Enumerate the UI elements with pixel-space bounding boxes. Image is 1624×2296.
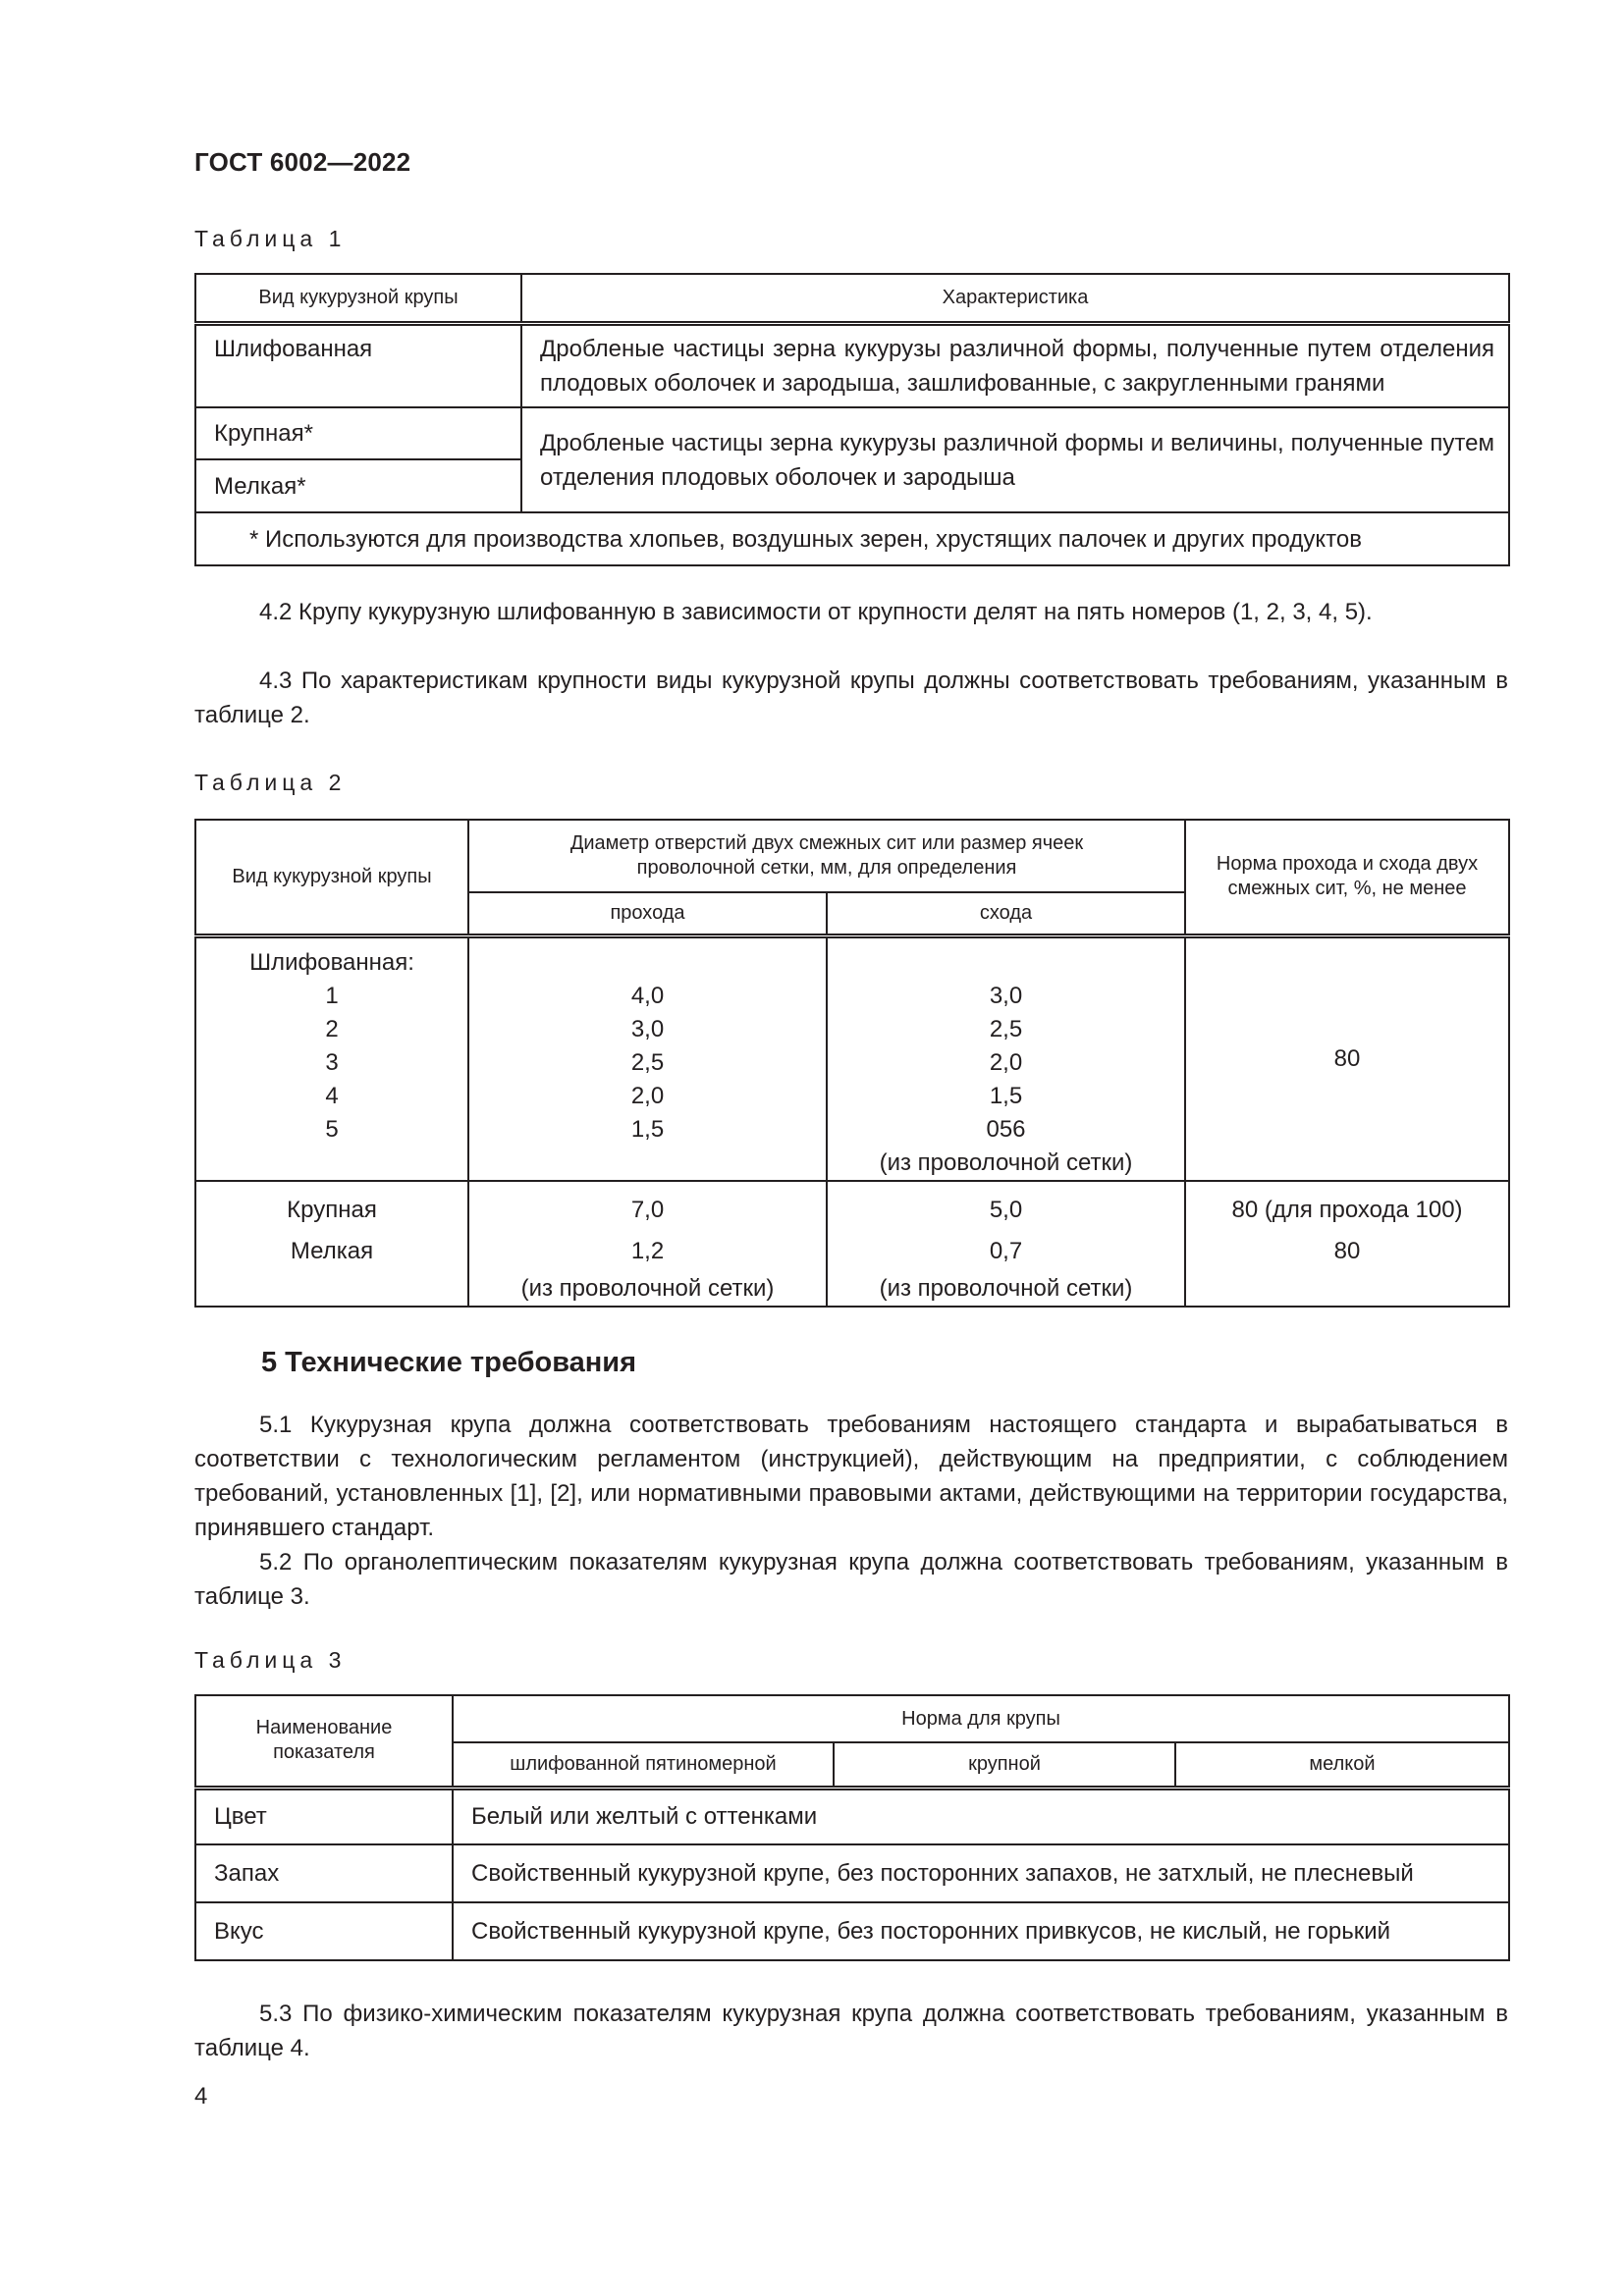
table-2-coarse-fine-labels: Крупная Мелкая [195,1181,468,1307]
document-title: ГОСТ 6002—2022 [194,147,411,177]
table-2-header-pass: прохода [468,892,827,935]
table-1-cell-type: Мелкая* [195,459,521,512]
table-3-row-value: Свойственный кукурузной крупе, без посторонних запахов, не затхлый, не плесневый [453,1844,1509,1902]
table-3-header-norm: Норма для крупы [453,1695,1509,1742]
table-2-header-retain: схода [827,892,1185,935]
table-2-polished-retain: 3,0 2,5 2,0 1,5 056 (из проволочной сетки) [827,935,1185,1181]
table-2-header-type: Вид кукурузной крупы [195,820,468,935]
table-3 [194,1694,1510,1961]
section-5-heading: 5 Технические требования [261,1347,637,1378]
table-2-coarse-fine-retain: 5,0 0,7 (из проволочной сетки) [827,1181,1185,1307]
table-2-polished-labels: Шлифованная: 1 2 3 4 5 [195,935,468,1181]
page-number: 4 [194,2083,208,2109]
table-2-coarse-fine-pass: 7,0 1,2 (из проволочной сетки) [468,1181,827,1307]
table-1 [194,273,1510,566]
table-2-header-diameter: Диаметр отверстий двух смежных сит или размер ячеек проволочной сетки, мм, для определения [468,820,1185,892]
table-1-header-type: Вид кукурузной крупы [195,274,521,323]
table-1-footnote: * Используются для производства хлопьев, воздушных зерен, хрустящих палочек и других продуктов [195,512,1509,565]
table-2-caption: Таблица 2 [194,770,347,795]
table-3-caption: Таблица 3 [194,1647,347,1673]
table-1-cell-type: Крупная* [195,407,521,459]
table-3-header-polished: шлифованной пятиномерной [453,1742,834,1788]
table-2-polished-norm: 80 [1185,935,1509,1181]
table-1-cell-characteristic: Дробленые частицы зерна кукурузы различной формы и величины, полученные путем отделения плодовых оболочек и зародыша [521,407,1509,512]
table-1-header-characteristic: Характеристика [521,274,1509,323]
table-3-row-name: Вкус [195,1902,453,1960]
paragraph-5-3: 5.3 По физико-химическим показателям кукурузная крупа должна соответствовать требованиям, указанным в таблице 4. [194,2001,1508,2061]
table-1-caption: Таблица 1 [194,226,347,251]
paragraph-4-2: 4.2 Крупу кукурузную шлифованную в зависимости от крупности делят на пять номеров (1, 2, 3, 4, 5). [259,599,1373,625]
table-3-header-coarse: крупной [834,1742,1175,1788]
paragraph-5-1: 5.1 Кукурузная крупа должна соответствовать требованиям настоящего стандарта и вырабатываться в соответствии с технологическим регламентом (инструкцией), действующим на предприятии, с соблюдением требований, установленных [1], [2], или нормативными правовыми актами, действующими на территории государства, принявшего стандарт. [194,1412,1508,1541]
table-3-row-value: Свойственный кукурузной крупе, без посторонних привкусов, не кислый, не горький [453,1902,1509,1960]
table-2-polished-pass: 4,0 3,0 2,5 2,0 1,5 [468,935,827,1181]
table-3-header-fine: мелкой [1175,1742,1509,1788]
paragraph-4-3: 4.3 По характеристикам крупности виды кукурузной крупы должны соответствовать требованиям, указанным в таблице 2. [194,667,1508,728]
table-3-row-name: Запах [195,1844,453,1902]
paragraph-5-2: 5.2 По органолептическим показателям кукурузная крупа должна соответствовать требованиям, указанным в таблице 3. [194,1549,1508,1610]
table-1-cell-characteristic: Дробленые частицы зерна кукурузы различной формы, полученные путем отделения плодовых оболочек и зародыша, зашлифованные, с закругленными гранями [521,323,1509,407]
table-2 [194,819,1510,1308]
table-3-row-name: Цвет [195,1788,453,1844]
table-2-coarse-fine-norm: 80 (для прохода 100) 80 [1185,1181,1509,1307]
table-2-header-norm: Норма прохода и схода двух смежных сит, %, не менее [1185,820,1509,935]
table-3-header-indicator: Наименование показателя [195,1695,453,1788]
table-1-cell-type: Шлифованная [195,323,521,407]
table-3-row-value: Белый или желтый с оттенками [453,1788,1509,1844]
